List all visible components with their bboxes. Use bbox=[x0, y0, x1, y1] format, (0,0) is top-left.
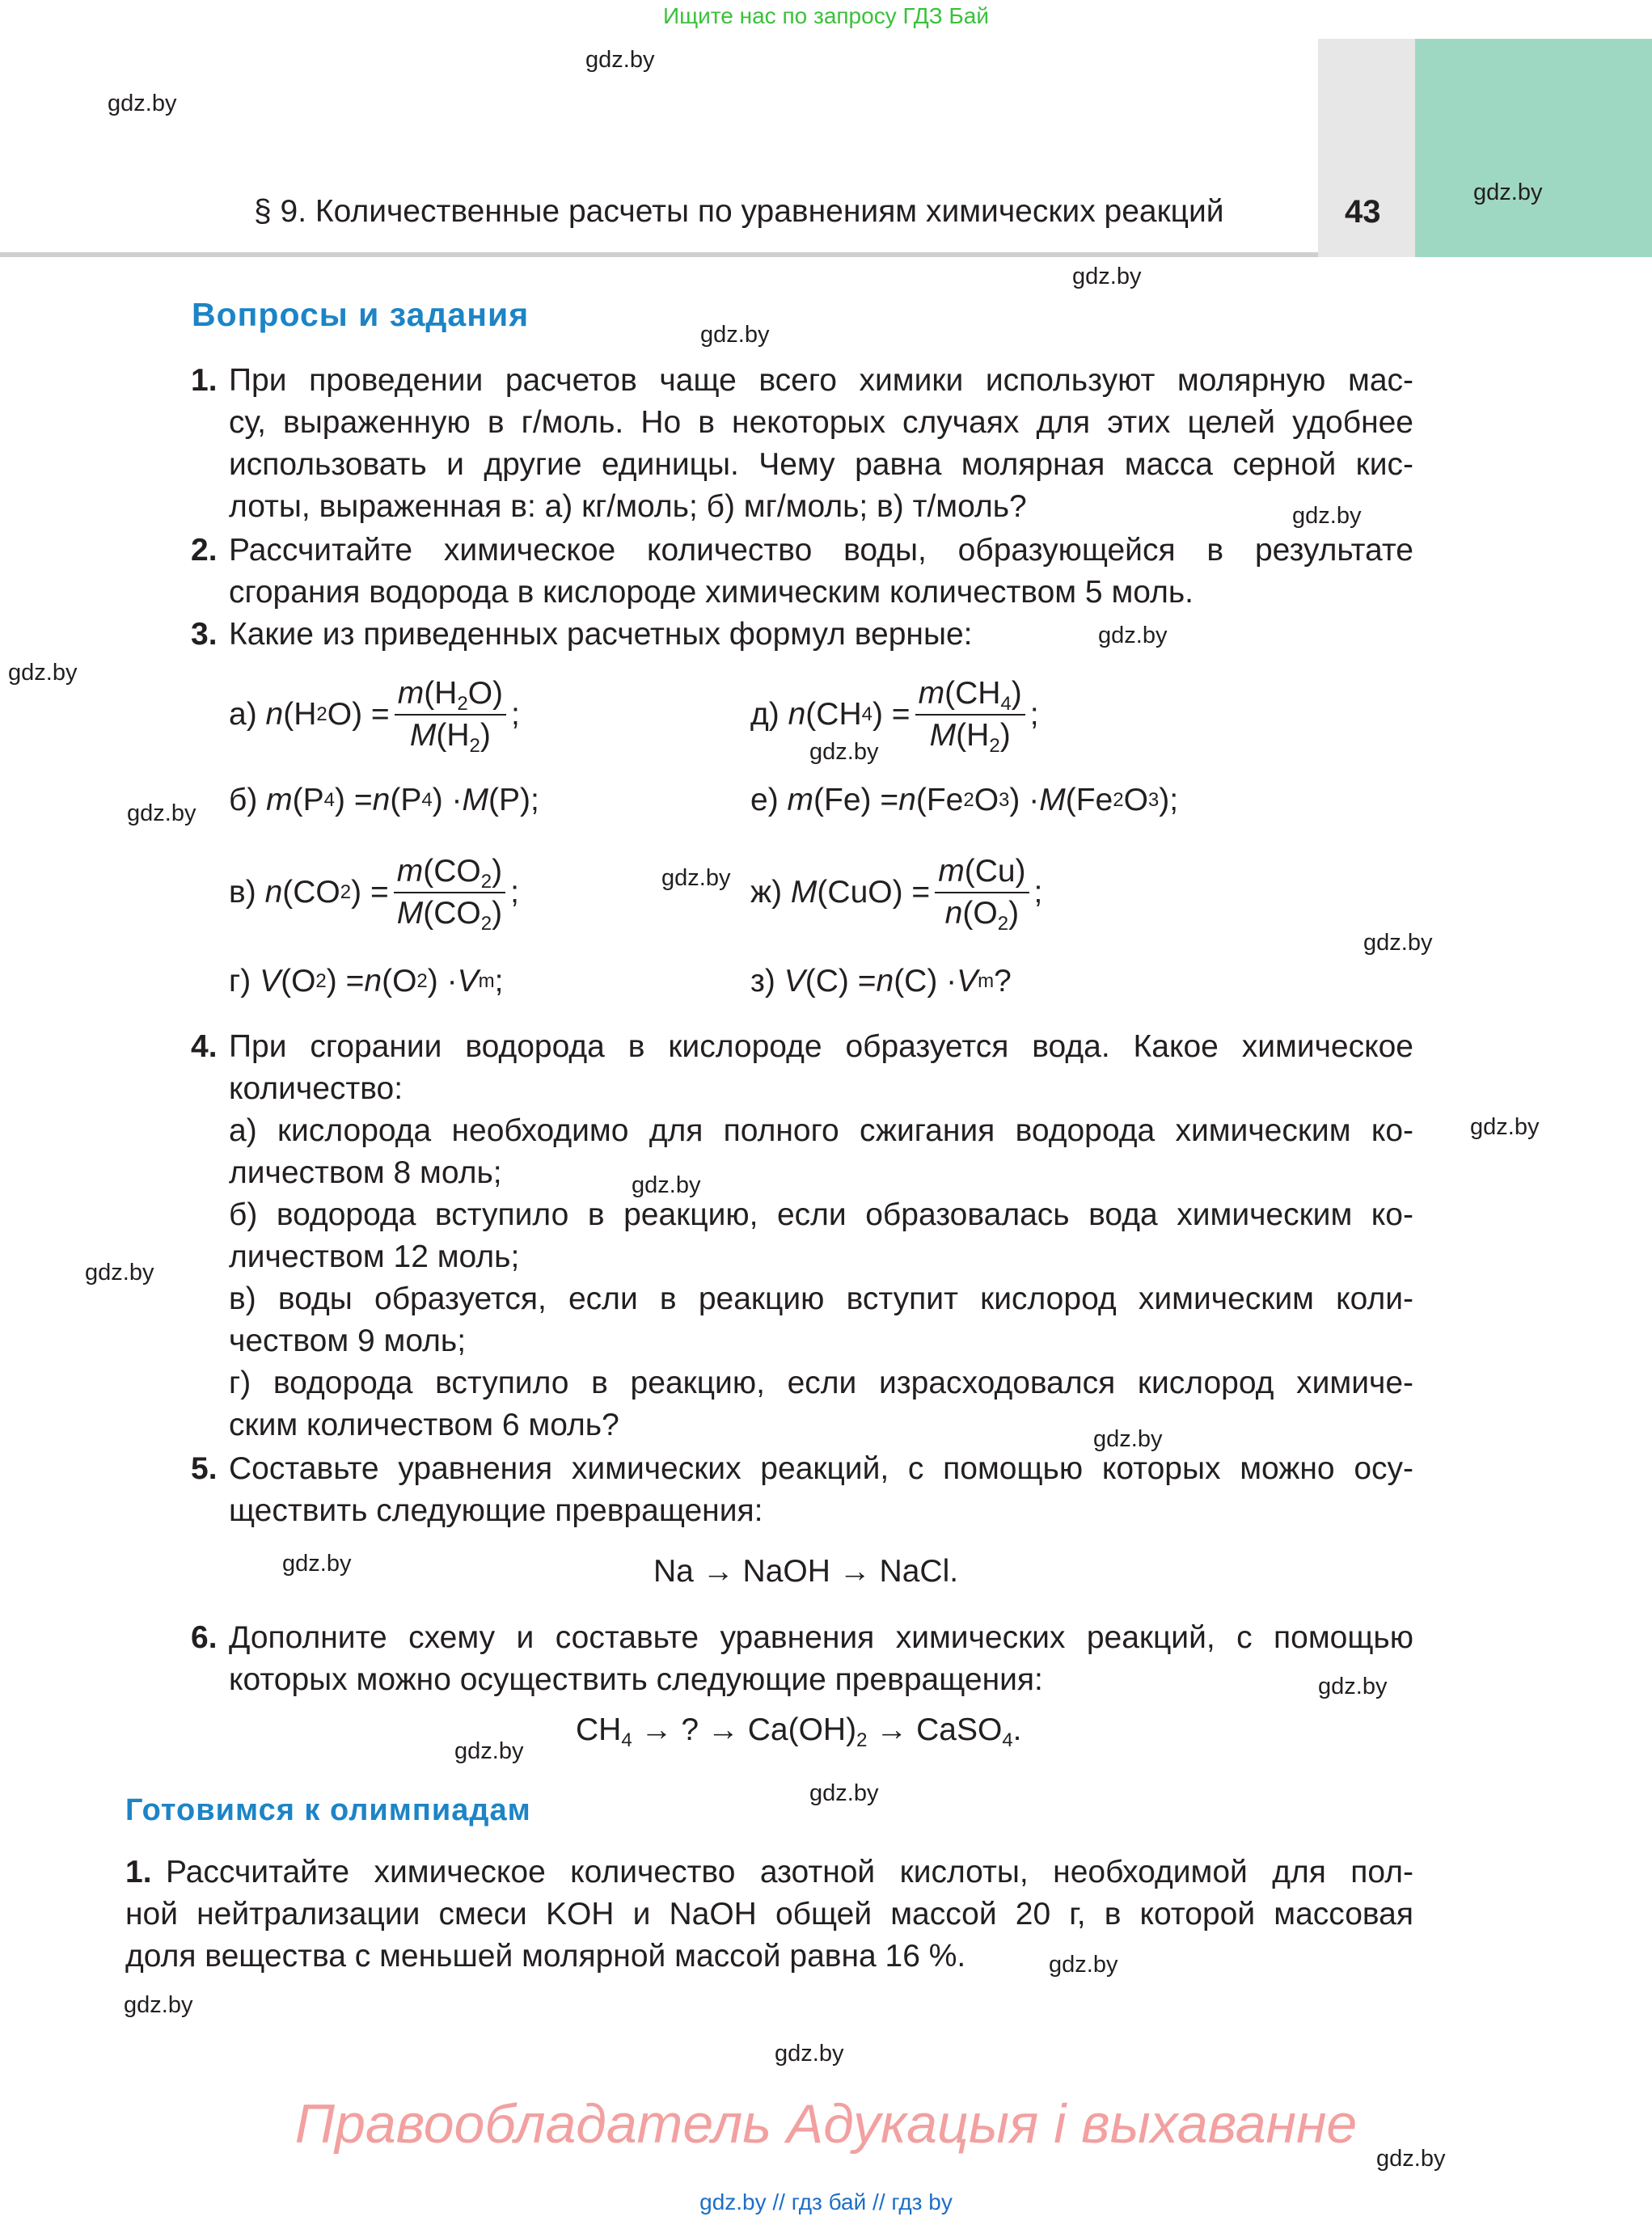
question-number: 4. bbox=[191, 1029, 218, 1064]
watermark: gdz.by bbox=[700, 322, 770, 348]
formula-label: з) bbox=[750, 964, 775, 999]
watermark: gdz.by bbox=[1292, 503, 1362, 529]
question-4-line: а) кислорода необходимо для полного сжигания водорода химическим ко- bbox=[229, 1113, 1413, 1148]
formula-e: е) m (Fe) = n (Fe 2 O 3 ) · M (Fe 2 O 3 ); bbox=[750, 783, 1179, 817]
watermark: gdz.by bbox=[1072, 264, 1142, 289]
question-1-line: су, выраженную в г/моль. Но в некоторых случаях для этих целей удобнее bbox=[229, 405, 1413, 440]
question-number: 1. bbox=[125, 1855, 152, 1889]
question-number: 3. bbox=[191, 617, 218, 652]
question-2-line: сгорания водорода в кислороде химическим количеством 5 моль. bbox=[229, 575, 1194, 610]
olympiad-1-line: Рассчитайте химическое количество азотной кислоты, необходимой для пол- bbox=[166, 1855, 1413, 1889]
header-rule bbox=[0, 252, 1318, 257]
question-number: 5. bbox=[191, 1451, 218, 1486]
formula-label: в) bbox=[229, 875, 256, 910]
header-color-block bbox=[1415, 39, 1652, 257]
watermark: gdz.by bbox=[1363, 930, 1433, 956]
formula-g: г) V (O 2 ) = n (O 2 ) · V m ; bbox=[229, 964, 504, 999]
question-6-line: Дополните схему и составьте уравнения химических реакций, с помощью bbox=[229, 1620, 1413, 1655]
formula-z: з) V (C) = n (C) · V m ? bbox=[750, 964, 1012, 999]
question-4-line: личеством 8 моль; bbox=[229, 1155, 502, 1190]
footer-links[interactable]: gdz.by // гдз бай // гдз by bbox=[699, 2189, 953, 2214]
question-1-line: использовать и другие единицы. Чему равна молярная масса серной кис- bbox=[229, 447, 1413, 482]
question-4-line: в) воды образуется, если в реакцию вступит кислород химическим коли- bbox=[229, 1281, 1413, 1316]
watermark: gdz.by bbox=[454, 1738, 524, 1764]
formula-a: а) n (H 2 O) = $\frac{m(H_2O)}{M(H_2)}$ ; bbox=[229, 676, 520, 757]
question-4-line: При сгорании водорода в кислороде образуется вода. Какое химическое bbox=[229, 1029, 1413, 1064]
question-4-line: количество: bbox=[229, 1071, 403, 1106]
question-number: 1. bbox=[191, 363, 218, 398]
watermark: gdz.by bbox=[8, 660, 78, 686]
question-4-line: б) водорода вступило в реакцию, если образовалась вода химическим ко- bbox=[229, 1197, 1413, 1232]
watermark: gdz.by bbox=[1098, 623, 1168, 648]
formula-label: ж) bbox=[750, 875, 783, 910]
watermark: gdz.by bbox=[585, 47, 655, 73]
top-banner: Ищите нас по запросу ГДЗ Бай bbox=[662, 3, 990, 28]
question-number: 6. bbox=[191, 1620, 218, 1655]
copyright-notice: Правообладатель Адукацыя і выхаванне bbox=[294, 2093, 1358, 2155]
section-heading-olympiad: Готовимся к олимпиадам bbox=[125, 1793, 531, 1827]
watermark: gdz.by bbox=[85, 1260, 154, 1286]
watermark: gdz.by bbox=[809, 739, 879, 765]
formula-label: б) bbox=[229, 783, 258, 817]
formula-label: г) bbox=[229, 964, 251, 999]
question-3-text: Какие из приведенных расчетных формул верные: bbox=[229, 617, 973, 652]
watermark: gdz.by bbox=[124, 1992, 193, 2018]
watermark: gdz.by bbox=[1318, 1674, 1388, 1699]
question-4-line: чеством 9 моль; bbox=[229, 1324, 467, 1358]
question-4-line: личеством 12 моль; bbox=[229, 1239, 520, 1274]
watermark: gdz.by bbox=[661, 865, 731, 891]
running-title: § 9. Количественные расчеты по уравнениям химических реакций bbox=[254, 194, 1224, 229]
watermark: gdz.by bbox=[632, 1172, 701, 1198]
formula-label: е) bbox=[750, 783, 779, 817]
reaction-scheme-6: $CH_4$ → ? → $Ca(OH)_2$ → CaSO$_4$. bbox=[576, 1712, 1022, 1751]
reaction-scheme-5: Na → NaOH → NaCl. bbox=[653, 1554, 959, 1589]
watermark: gdz.by bbox=[1093, 1426, 1163, 1452]
question-2-line: Рассчитайте химическое количество воды, образующейся в результате bbox=[229, 533, 1413, 568]
formula-label: а) bbox=[229, 697, 257, 732]
question-1-line: При проведении расчетов чаще всего химики используют молярную мас- bbox=[229, 363, 1413, 398]
question-5-line: Составьте уравнения химических реакций, с помощью которых можно осу- bbox=[229, 1451, 1413, 1486]
olympiad-1-line: ной нейтрализации смеси KOH и NaOH общей массой 20 г, в которой массовая bbox=[125, 1897, 1413, 1932]
watermark: gdz.by bbox=[1376, 2146, 1446, 2172]
formula-label: д) bbox=[750, 697, 780, 732]
section-heading-questions: Вопросы и задания bbox=[192, 296, 530, 333]
watermark: gdz.by bbox=[282, 1551, 352, 1577]
olympiad-1-line: доля вещества с меньшей молярной массой равна 16 %. bbox=[125, 1939, 966, 1974]
watermark: gdz.by bbox=[1473, 179, 1543, 205]
formula-v: в) n (CO 2 ) = $\frac{m(CO_2)}{M(CO_2)}$ ; bbox=[229, 854, 519, 935]
watermark: gdz.by bbox=[108, 91, 177, 116]
question-number: 2. bbox=[191, 533, 218, 568]
watermark: gdz.by bbox=[809, 1780, 879, 1806]
watermark: gdz.by bbox=[127, 800, 196, 826]
question-1-line: лоты, выраженная в: а) кг/моль; б) мг/моль; в) т/моль? bbox=[229, 489, 1027, 524]
watermark: gdz.by bbox=[775, 2041, 844, 2067]
question-6-line: которых можно осуществить следующие превращения: bbox=[229, 1662, 1043, 1697]
watermark: gdz.by bbox=[1049, 1952, 1118, 1978]
page-number: 43 bbox=[1345, 194, 1381, 230]
formula-zh: ж) M (CuO) = $\frac{m(Cu)}{n(O_2)}$ ; bbox=[750, 854, 1043, 935]
question-4-line: ским количеством 6 моль? bbox=[229, 1408, 619, 1442]
question-5-line: ществить следующие превращения: bbox=[229, 1493, 763, 1528]
question-4-line: г) водорода вступило в реакцию, если израсходовался кислород химиче- bbox=[229, 1366, 1413, 1400]
watermark: gdz.by bbox=[1470, 1114, 1540, 1140]
formula-d: д) n (CH 4 ) = $\frac{m(CH_4)}{M(H_2)}$ ; bbox=[750, 676, 1039, 757]
formula-b: б) m (P 4 ) = n (P 4 ) · M (P); bbox=[229, 783, 539, 817]
